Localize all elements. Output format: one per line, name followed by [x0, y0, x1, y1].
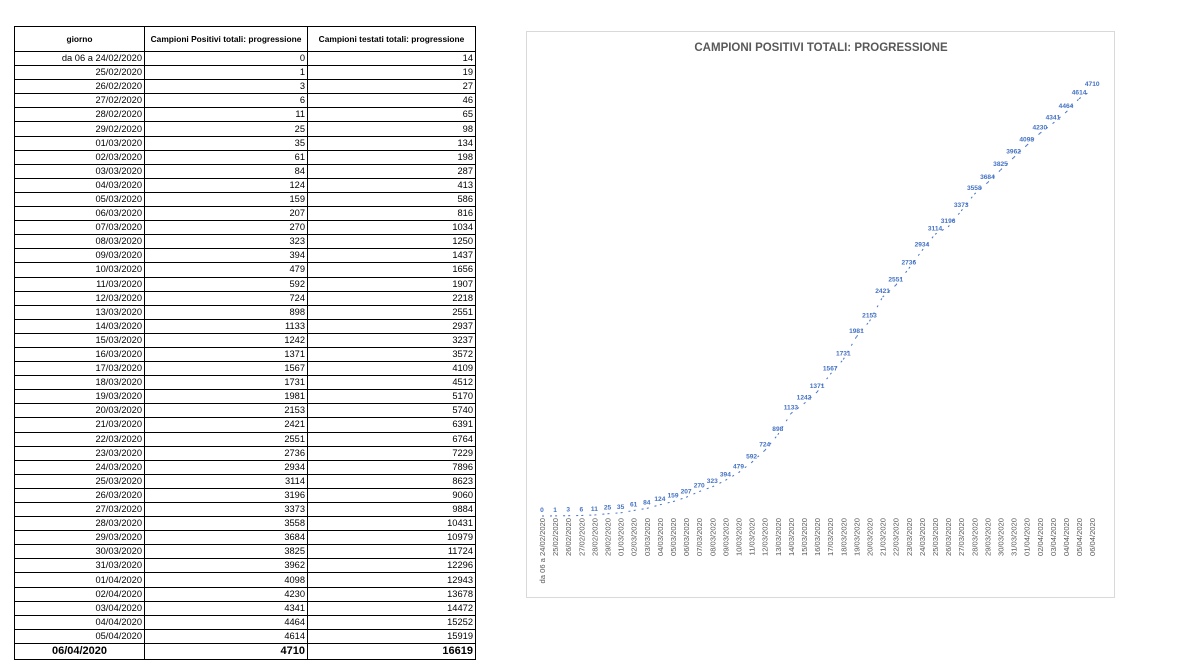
chart-area: [526, 31, 1115, 598]
x-tick-label: 09/03/2020: [721, 518, 731, 557]
data-label: 207: [680, 488, 692, 496]
cell-testati: 4512: [308, 376, 476, 390]
cell-giorno: 04/04/2020: [15, 615, 145, 629]
cell-testati: 14472: [308, 601, 476, 615]
cell-giorno: 28/02/2020: [15, 108, 145, 122]
cell-testati: 2551: [308, 305, 476, 319]
x-tick-label: 29/03/2020: [983, 518, 993, 557]
x-tick-label: 17/03/2020: [826, 518, 836, 557]
cell-giorno: 21/03/2020: [15, 418, 145, 432]
data-label: 724: [759, 441, 771, 449]
data-label: 3825: [993, 161, 1008, 169]
data-label: 1731: [835, 350, 851, 358]
cell-testati: 134: [308, 136, 476, 150]
table-row: [15, 474, 476, 488]
data-label: 2934: [914, 241, 930, 249]
table-row: [15, 446, 476, 460]
table-row: [15, 376, 476, 390]
cell-positivi: 4341: [145, 601, 308, 615]
cell-testati: 9884: [308, 503, 476, 517]
cell-testati: 3237: [308, 333, 476, 347]
data-label: 11: [590, 506, 598, 514]
cell-giorno: 22/03/2020: [15, 432, 145, 446]
cell-testati: 13678: [308, 587, 476, 601]
data-label: 3684: [980, 173, 995, 181]
table-row: [15, 122, 476, 136]
data-label: 1133: [783, 404, 799, 412]
x-tick-label: 27/02/2020: [577, 518, 587, 557]
cell-positivi: 3558: [145, 517, 308, 531]
x-tick-label: 21/03/2020: [878, 518, 888, 557]
cell-positivi: 1133: [145, 319, 308, 333]
data-label: 3962: [1006, 148, 1021, 156]
cell-giorno: 26/03/2020: [15, 488, 145, 502]
table-row: [15, 333, 476, 347]
cell-positivi: 724: [145, 291, 308, 305]
data-table: [14, 26, 476, 660]
cell-positivi: 159: [145, 192, 308, 206]
x-tick-label: 18/03/2020: [839, 518, 849, 557]
x-tick-label: 03/03/2020: [642, 518, 652, 557]
series-line-segment: [608, 513, 621, 514]
x-tick-label: 04/03/2020: [655, 518, 665, 557]
table-row: [15, 52, 476, 66]
cell-positivi: 1242: [145, 333, 308, 347]
cell-positivi: 4710: [145, 643, 308, 659]
data-label: 4464: [1058, 103, 1074, 111]
table-row: [15, 503, 476, 517]
cell-testati: 9060: [308, 488, 476, 502]
cell-positivi: 592: [145, 277, 308, 291]
cell-testati: 1907: [308, 277, 476, 291]
data-label: 394: [719, 471, 731, 479]
cell-positivi: 84: [145, 164, 308, 178]
cell-positivi: 2153: [145, 404, 308, 418]
x-tick-label: 04/04/2020: [1062, 518, 1071, 557]
cell-testati: 287: [308, 164, 476, 178]
cell-positivi: 1: [145, 66, 308, 80]
x-tick-label: 15/03/2020: [800, 518, 809, 557]
table-row: [15, 150, 476, 164]
cell-giorno: 09/03/2020: [15, 249, 145, 263]
cell-positivi: 1981: [145, 390, 308, 404]
data-label: 61: [630, 501, 638, 509]
cell-giorno: 25/02/2020: [15, 66, 145, 80]
data-label: 124: [654, 495, 666, 503]
cell-positivi: 394: [145, 249, 308, 263]
x-tick-label: da 06 a 24/02/2020: [538, 518, 547, 584]
data-label: 4230: [1032, 124, 1048, 132]
cell-testati: 6764: [308, 432, 476, 446]
cell-giorno: 29/03/2020: [15, 531, 145, 545]
data-label: 1981: [849, 327, 864, 335]
cell-positivi: 2736: [145, 446, 308, 460]
data-label: 0: [540, 507, 544, 514]
cell-positivi: 323: [145, 235, 308, 249]
x-tick-label: 01/03/2020: [616, 518, 626, 557]
table-row: [15, 418, 476, 432]
cell-positivi: 2421: [145, 418, 308, 432]
cell-giorno: 24/03/2020: [15, 460, 145, 474]
x-tick-label: 05/03/2020: [669, 518, 678, 557]
series-line-segment: [634, 508, 647, 510]
line-chart: [527, 32, 1114, 597]
cell-testati: 46: [308, 94, 476, 108]
cell-positivi: 124: [145, 178, 308, 192]
cell-giorno: 02/04/2020: [15, 587, 145, 601]
data-label: 3: [566, 506, 571, 514]
cell-positivi: 4230: [145, 587, 308, 601]
cell-positivi: 61: [145, 150, 308, 164]
data-label: 2736: [901, 259, 917, 267]
cell-giorno: 13/03/2020: [15, 305, 145, 319]
cell-giorno: 30/03/2020: [15, 545, 145, 559]
cell-testati: 413: [308, 178, 476, 192]
cell-giorno: 06/03/2020: [15, 207, 145, 221]
table-row: [15, 432, 476, 446]
x-tick-label: 28/03/2020: [970, 518, 980, 557]
data-label: 4710: [1084, 81, 1100, 88]
cell-testati: 7229: [308, 446, 476, 460]
x-tick-label: 29/02/2020: [603, 518, 613, 557]
cell-testati: 1250: [308, 235, 476, 249]
table-row: [15, 319, 476, 333]
table-row: [15, 362, 476, 376]
cell-testati: 5740: [308, 404, 476, 418]
table-row: [15, 643, 476, 659]
table-row: [15, 559, 476, 573]
cell-giorno: 17/03/2020: [15, 362, 145, 376]
cell-giorno: 12/03/2020: [15, 291, 145, 305]
cell-giorno: 06/04/2020: [15, 643, 145, 659]
data-label: 159: [667, 492, 679, 500]
table-row: [15, 207, 476, 221]
x-tick-label: 11/03/2020: [747, 518, 757, 556]
data-label: 4614: [1071, 89, 1087, 97]
data-label: 592: [746, 453, 758, 461]
x-tick-label: 26/02/2020: [564, 518, 574, 557]
table-row: [15, 629, 476, 643]
cell-testati: 14: [308, 52, 476, 66]
data-label: 1371: [809, 382, 825, 390]
table-row: [15, 249, 476, 263]
cell-positivi: 2551: [145, 432, 308, 446]
x-tick-label: 25/03/2020: [931, 518, 940, 557]
cell-testati: 19: [308, 66, 476, 80]
cell-giorno: da 06 a 24/02/2020: [15, 52, 145, 66]
table-body: [15, 52, 476, 660]
data-label: 270: [693, 482, 705, 490]
x-tick-label: 30/03/2020: [996, 518, 1006, 557]
cell-giorno: 28/03/2020: [15, 517, 145, 531]
cell-positivi: 270: [145, 221, 308, 235]
cell-giorno: 26/02/2020: [15, 80, 145, 94]
cell-testati: 7896: [308, 460, 476, 474]
table-row: [15, 404, 476, 418]
cell-giorno: 04/03/2020: [15, 178, 145, 192]
cell-testati: 65: [308, 108, 476, 122]
cell-testati: 10979: [308, 531, 476, 545]
x-tick-label: 12/03/2020: [760, 518, 770, 557]
cell-giorno: 16/03/2020: [15, 347, 145, 361]
table-row: [15, 108, 476, 122]
x-tick-label: 01/04/2020: [1022, 518, 1032, 557]
data-label: 898: [772, 425, 784, 433]
table-row: [15, 164, 476, 178]
data-label: 1242: [796, 394, 812, 402]
x-tick-label: 02/04/2020: [1035, 518, 1045, 557]
cell-testati: 586: [308, 192, 476, 206]
cell-testati: 15919: [308, 629, 476, 643]
table-row: [15, 277, 476, 291]
table-row: [15, 531, 476, 545]
data-label: 323: [706, 477, 718, 485]
x-tick-label: 23/03/2020: [904, 518, 914, 557]
cell-positivi: 11: [145, 108, 308, 122]
header-positivi: Campioni Positivi totali: progressione: [145, 27, 308, 52]
cell-giorno: 05/04/2020: [15, 629, 145, 643]
x-tick-label: 08/03/2020: [708, 518, 718, 557]
table-header-row: [15, 27, 476, 52]
x-tick-label: 05/04/2020: [1075, 518, 1085, 557]
cell-positivi: 3196: [145, 488, 308, 502]
x-tick-label: 13/03/2020: [773, 518, 783, 557]
table-row: [15, 178, 476, 192]
cell-giorno: 14/03/2020: [15, 319, 145, 333]
x-tick-label: 27/03/2020: [957, 518, 967, 557]
cell-testati: 16619: [308, 643, 476, 659]
x-tick-label: 24/03/2020: [917, 518, 927, 557]
cell-positivi: 25: [145, 122, 308, 136]
cell-positivi: 479: [145, 263, 308, 277]
cell-positivi: 4464: [145, 615, 308, 629]
cell-giorno: 03/04/2020: [15, 601, 145, 615]
cell-testati: 1034: [308, 221, 476, 235]
table-row: [15, 291, 476, 305]
table-row: [15, 94, 476, 108]
table-row: [15, 66, 476, 80]
x-tick-label: 06/03/2020: [682, 518, 692, 557]
cell-giorno: 07/03/2020: [15, 221, 145, 235]
table-row: [15, 460, 476, 474]
cell-giorno: 19/03/2020: [15, 390, 145, 404]
cell-positivi: 898: [145, 305, 308, 319]
cell-positivi: 1567: [145, 362, 308, 376]
data-label: 3114: [927, 225, 943, 233]
cell-positivi: 0: [145, 52, 308, 66]
table-row: [15, 305, 476, 319]
header-giorno: giorno: [15, 27, 145, 52]
table-row: [15, 192, 476, 206]
cell-positivi: 1371: [145, 347, 308, 361]
cell-giorno: 08/03/2020: [15, 235, 145, 249]
x-tick-label: 06/04/2020: [1088, 518, 1098, 557]
table-row: [15, 488, 476, 502]
cell-giorno: 03/03/2020: [15, 164, 145, 178]
data-label: 3558: [966, 185, 982, 193]
cell-positivi: 3684: [145, 531, 308, 545]
cell-testati: 12296: [308, 559, 476, 573]
data-label: 1567: [822, 365, 838, 373]
x-tick-label: 26/03/2020: [944, 518, 954, 557]
cell-giorno: 10/03/2020: [15, 263, 145, 277]
chart-title: CAMPIONI POSITIVI TOTALI: PROGRESSIONE: [694, 42, 948, 54]
data-label: 25: [603, 504, 612, 512]
table-row: [15, 221, 476, 235]
cell-testati: 27: [308, 80, 476, 94]
x-tick-label: 02/03/2020: [629, 518, 639, 557]
x-tick-label: 16/03/2020: [813, 518, 823, 557]
cell-positivi: 3962: [145, 559, 308, 573]
cell-testati: 5170: [308, 390, 476, 404]
data-label: 6: [579, 506, 584, 514]
cell-giorno: 01/04/2020: [15, 573, 145, 587]
table-row: [15, 136, 476, 150]
table-row: [15, 615, 476, 629]
data-label: 2153: [862, 312, 877, 320]
cell-giorno: 27/03/2020: [15, 503, 145, 517]
header-testati: Campioni testati totali: progressione: [308, 27, 476, 52]
cell-giorno: 27/02/2020: [15, 94, 145, 108]
cell-giorno: 11/03/2020: [15, 277, 145, 291]
cell-giorno: 18/03/2020: [15, 376, 145, 390]
data-label: 2551: [888, 276, 904, 284]
table-row: [15, 545, 476, 559]
data-label: 2421: [875, 288, 890, 296]
cell-testati: 98: [308, 122, 476, 136]
x-tick-label: 10/03/2020: [734, 518, 744, 557]
cell-giorno: 20/03/2020: [15, 404, 145, 418]
cell-testati: 198: [308, 150, 476, 164]
cell-testati: 10431: [308, 517, 476, 531]
cell-giorno: 02/03/2020: [15, 150, 145, 164]
cell-positivi: 3373: [145, 503, 308, 517]
cell-positivi: 35: [145, 136, 308, 150]
table-row: [15, 573, 476, 587]
x-tick-label: 07/03/2020: [695, 518, 705, 557]
cell-testati: 8623: [308, 474, 476, 488]
x-tick-label: 20/03/2020: [865, 518, 875, 557]
cell-testati: 12943: [308, 573, 476, 587]
cell-testati: 3572: [308, 347, 476, 361]
cell-giorno: 05/03/2020: [15, 192, 145, 206]
cell-testati: 2218: [308, 291, 476, 305]
cell-positivi: 3825: [145, 545, 308, 559]
cell-giorno: 29/02/2020: [15, 122, 145, 136]
cell-testati: 816: [308, 207, 476, 221]
cell-testati: 15252: [308, 615, 476, 629]
cell-testati: 1656: [308, 263, 476, 277]
table-row: [15, 263, 476, 277]
cell-testati: 4109: [308, 362, 476, 376]
table-row: [15, 347, 476, 361]
x-tick-label: 03/04/2020: [1048, 518, 1058, 557]
x-tick-label: 19/03/2020: [852, 518, 862, 557]
data-label: 84: [643, 499, 651, 507]
cell-positivi: 207: [145, 207, 308, 221]
cell-positivi: 4614: [145, 629, 308, 643]
cell-testati: 6391: [308, 418, 476, 432]
x-tick-label: 28/02/2020: [590, 518, 600, 557]
table-row: [15, 80, 476, 94]
data-label: 1: [553, 506, 557, 514]
x-tick-label: 25/02/2020: [551, 518, 561, 557]
cell-positivi: 6: [145, 94, 308, 108]
data-label: 479: [732, 463, 745, 471]
cell-giorno: 31/03/2020: [15, 559, 145, 573]
table-row: [15, 235, 476, 249]
chart-marks: [538, 81, 1100, 583]
data-label: 3196: [940, 217, 956, 225]
cell-giorno: 01/03/2020: [15, 136, 145, 150]
data-label: 3373: [953, 201, 969, 209]
x-tick-label: 31/03/2020: [1009, 518, 1019, 557]
cell-giorno: 23/03/2020: [15, 446, 145, 460]
table-row: [15, 601, 476, 615]
series-line-segment: [594, 514, 607, 515]
cell-testati: 1437: [308, 249, 476, 263]
table-row: [15, 587, 476, 601]
cell-testati: 2937: [308, 319, 476, 333]
table-row: [15, 517, 476, 531]
data-label: 4098: [1019, 136, 1035, 144]
cell-giorno: 25/03/2020: [15, 474, 145, 488]
data-label: 35: [616, 503, 625, 511]
x-tick-label: 14/03/2020: [786, 518, 796, 557]
cell-positivi: 3114: [145, 474, 308, 488]
cell-testati: 11724: [308, 545, 476, 559]
data-label: 4341: [1045, 114, 1061, 122]
cell-positivi: 4098: [145, 573, 308, 587]
cell-positivi: 3: [145, 80, 308, 94]
cell-positivi: 2934: [145, 460, 308, 474]
table-row: [15, 390, 476, 404]
cell-giorno: 15/03/2020: [15, 333, 145, 347]
x-tick-label: 22/03/2020: [891, 518, 901, 557]
cell-positivi: 1731: [145, 376, 308, 390]
